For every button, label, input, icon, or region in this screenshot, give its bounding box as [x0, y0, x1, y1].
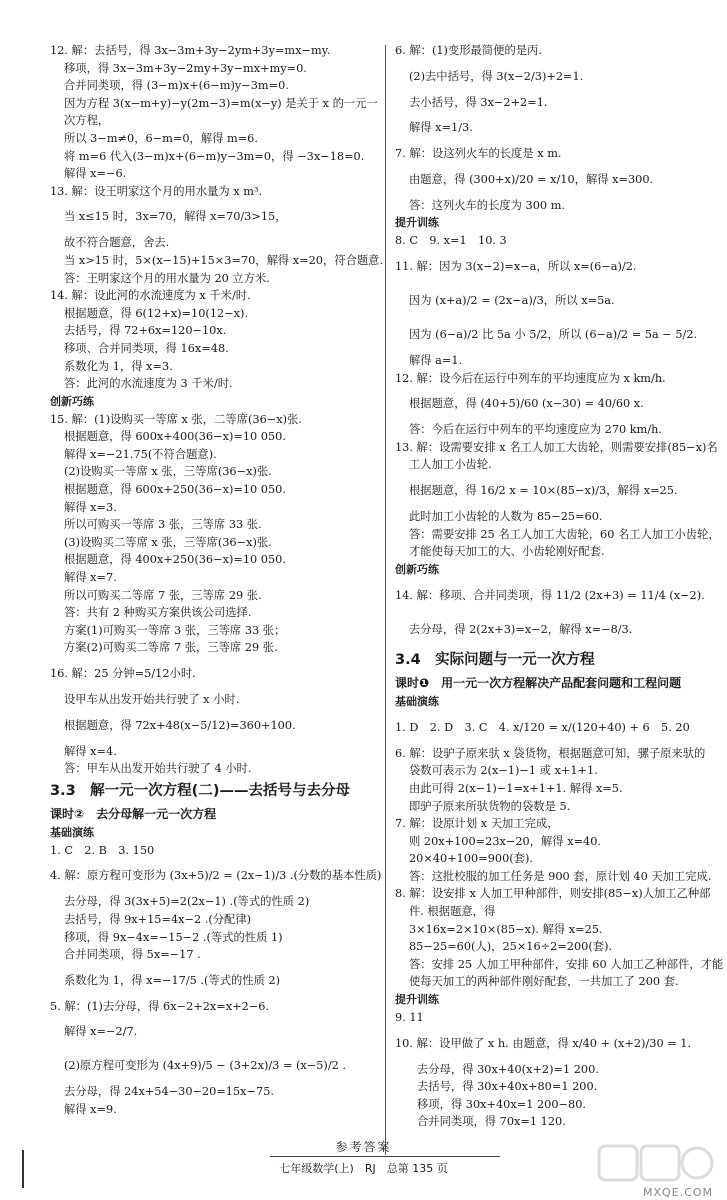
- answer-line: 3×16x=2×10×(85−x). 解得 x=25.: [409, 922, 603, 936]
- answer-line: 由此可得 2(x−1)−1=x+1+1. 解得 x=5.: [409, 781, 623, 795]
- answer-line: 答：王明家这个月的用水量为 20 立方米.: [64, 271, 270, 285]
- answer-line: 因为 (x+a)/2 = (2x−a)/3，所以 x=5a.: [409, 293, 615, 307]
- answer-line: 去小括号，得 3x−2+2=1.: [409, 95, 548, 109]
- answer-line: 13. 解：设需要安排 x 名工人加工大齿轮，则需要安排(85−x)名: [395, 440, 718, 454]
- answer-line: 袋数可表示为 2(x−1)−1 或 x+1+1.: [409, 764, 598, 778]
- answer-line: 根据题意，得 400x+250(36−x)=10 050.: [64, 553, 286, 567]
- answer-line: 答：安排 25 人加工甲种部件，安排 60 人加工乙种部件，才能: [409, 957, 724, 971]
- section-heading: 创新巧练: [395, 562, 439, 576]
- answer-line: 12. 解：设今后在运行中列车的平均速度应为 x km/h.: [395, 371, 666, 385]
- section-heading: 基础演练: [395, 694, 439, 708]
- answer-line: 解得 a=1.: [409, 353, 463, 367]
- answer-line: 解得 x=1/3.: [409, 121, 473, 135]
- lesson-heading: 课时❶ 用一元一次方程解决产品配套问题和工程问题: [395, 675, 682, 690]
- answer-line: 7. 解：设这列火车的长度是 x m.: [395, 147, 562, 161]
- answer-line: 系数化为 1，得 x=3.: [64, 359, 173, 373]
- answer-line: 所以可购买一等席 3 张，三等席 33 张.: [64, 518, 262, 532]
- answer-line: (2)设购买一等席 x 张，三等席(36−x)张.: [64, 465, 272, 479]
- answer-line: 答：这列火车的长度为 300 m.: [409, 198, 566, 212]
- answer-line: 根据题意，得 16/2 x = 10×(85−x)/3，解得 x=25.: [409, 483, 678, 497]
- answer-line: 9. 11: [395, 1011, 424, 1025]
- answer-line: 方案(1)可购买一等席 3 张，三等席 33 张；: [64, 623, 286, 637]
- answer-line: 合并同类项，得 70x=1 120.: [417, 1115, 566, 1129]
- section-heading: 提升训练: [395, 216, 439, 230]
- right-column: [395, 42, 724, 1131]
- answer-line: 系数化为 1，得 x=−17/5 .(等式的性质 2): [64, 973, 281, 987]
- watermark-text: MXQE.COM: [643, 1186, 713, 1199]
- answer-line: 根据题意，得 72x+48(x−5/12)=360+100.: [64, 718, 296, 732]
- answer-line: 根据题意，得 600x+250(36−x)=10 050.: [64, 483, 286, 497]
- answer-line: 去括号，得 72+6x=120−10x.: [64, 324, 227, 338]
- section-heading: 提升训练: [395, 993, 439, 1007]
- answer-line: 1. D 2. D 3. C 4. x/120 = x/(120+40) + 6 5. 20: [395, 720, 690, 734]
- answer-line: 件. 根据题意，得: [409, 905, 496, 919]
- answer-line: 设甲车从出发开始共行驶了 x 小时.: [64, 693, 240, 706]
- answer-line: 因为 (6−a)/2 比 5a 小 5/2，所以 (6−a)/2 = 5a − 5/2.: [409, 327, 698, 341]
- answer-line: 10. 解：设甲做了 x h. 由题意，得 x/40 + (x+2)/30 = 1.: [395, 1036, 692, 1050]
- answer-line: 答：这批校服的加工任务是 900 套，原计划 40 天加工完成.: [409, 869, 712, 883]
- answer-line: 当 x≤15 时，3x=70，解得 x=70/3>15，: [64, 210, 287, 224]
- answer-line: 答：甲车从出发开始共行驶了 4 小时.: [64, 762, 252, 776]
- answer-line: 解得 x=9.: [64, 1102, 117, 1116]
- answer-line: 解得 x=−21.75(不符合题意).: [64, 447, 217, 461]
- answer-line: 此时加工小齿轮的人数为 85−25=60.: [409, 509, 603, 523]
- answer-line: 由题意，得 (300+x)/20 = x/10，解得 x=300.: [409, 172, 654, 186]
- answer-line: 8. C 9. x=1 10. 3: [395, 234, 507, 248]
- answer-line: 15. 解：(1)设购买一等席 x 张，二等席(36−x)张.: [50, 412, 302, 426]
- answer-line: 合并同类项，得 (3−m)x+(6−m)y−3m=0.: [64, 79, 289, 93]
- answer-line: 工人加工小齿轮.: [409, 458, 492, 472]
- answer-line: 移项，得 3x−3m+3y−2my+3y−mx+my=0.: [64, 61, 307, 75]
- answer-line: 14. 解：设此河的水流速度为 x 千米/时.: [50, 289, 251, 303]
- answer-line: 所以可购买二等席 7 张，三等席 29 张.: [64, 588, 262, 602]
- answer-line: 20×40+100=900(套).: [409, 852, 533, 866]
- answer-line: 根据题意，得 6(12+x)=10(12−x).: [64, 306, 249, 320]
- answer-line: 解得 x=4.: [64, 744, 117, 758]
- answer-line: 16. 解：25 分钟=5/12小时.: [50, 667, 196, 680]
- lesson-heading: 课时② 去分母解一元一次方程: [50, 806, 217, 821]
- answer-line: 解得 x=−6.: [64, 167, 127, 181]
- section-heading: 基础演练: [50, 825, 94, 839]
- answer-line: 13. 解：设王明家这个月的用水量为 x m³.: [50, 184, 263, 198]
- answer-line: 6. 解：设驴子原来驮 x 袋货物，根据题意可知，骡子原来驮的: [395, 746, 706, 760]
- answer-line: (2)原方程可变形为 (4x+9)/5 − (3+2x)/3 = (x−5)/2 .: [64, 1059, 347, 1073]
- answer-line: 所以 3−m≠0，6−m=0，解得 m=6.: [64, 131, 258, 145]
- answer-line: 去括号，得 30x+40x+80=1 200.: [417, 1080, 598, 1094]
- answer-line: 5. 解：(1)去分母，得 6x−2+2x=x+2−6.: [50, 999, 270, 1013]
- answer-line: 移项，得 30x+40x=1 200−80.: [417, 1097, 586, 1111]
- column-divider: [385, 45, 386, 1155]
- answer-line: 次方程，: [64, 114, 110, 128]
- answer-line: 则 20x+100=23x−20，解得 x=40.: [409, 834, 601, 848]
- answer-line: 移项、合并同类项，得 16x=48.: [64, 341, 229, 355]
- answer-line: 7. 解：设原计划 x 天加工完成，: [395, 817, 559, 831]
- answer-line: 使每天加工的两种部件刚好配套，一共加工了 200 套.: [409, 975, 679, 989]
- left-column: [50, 42, 384, 1119]
- answer-line: (2)去中括号，得 3(x−2/3)+2=1.: [409, 69, 584, 83]
- answer-line: 答：今后在运行中列车的平均速度应为 270 km/h.: [409, 423, 663, 437]
- chapter-heading: 3.3 解一元一次方程(二)——去括号与去分母: [50, 782, 350, 799]
- answer-line: 去分母，得 24x+54−30−20=15x−75.: [64, 1085, 274, 1099]
- answer-line: 将 m=6 代入(3−m)x+(6−m)y−3m=0，得 −3x−18=0.: [64, 149, 365, 163]
- answer-line: 4. 解：原方程可变形为 (3x+5)/2 = (2x−1)/3 .(分数的基本性质): [50, 869, 382, 883]
- answer-line: 解得 x=7.: [64, 571, 117, 585]
- answer-line: 85−25=60(人)，25×16÷2=200(套).: [409, 940, 613, 954]
- answer-line: 才能使每天加工的大、小齿轮刚好配套.: [409, 545, 605, 559]
- answer-line: 即驴子原来所驮货物的袋数是 5.: [409, 799, 571, 813]
- answer-line: 根据题意，得 600x+400(36−x)=10 050.: [64, 430, 286, 444]
- answer-line: 去分母，得 30x+40(x+2)=1 200.: [417, 1062, 599, 1076]
- answer-line: 答：需要安排 25 名工人加工大齿轮，60 名工人加工小齿轮，: [409, 527, 720, 541]
- answer-line: 合并同类项，得 5x=−17 .: [64, 948, 201, 962]
- answer-line: 去括号，得 9x+15=4x−2 .(分配律): [64, 912, 252, 926]
- answer-line: 移项，得 9x−4x=−15−2 .(等式的性质 1): [64, 930, 283, 944]
- section-heading: 创新巧练: [50, 394, 94, 408]
- answer-line: 解得 x=3.: [64, 500, 117, 514]
- answer-line: 1. C 2. B 3. 150: [50, 843, 155, 857]
- answer-line: (3)设购买二等席 x 张，三等席(36−x)张.: [64, 535, 272, 549]
- answer-line: 12. 解：去括号，得 3x−3m+3y−2ym+3y=mx−my.: [50, 44, 331, 57]
- answer-line: 14. 解：移项、合并同类项，得 11/2 (2x+3) = 11/4 (x−2).: [395, 588, 705, 602]
- answer-line: 根据题意，得 (40+5)/60 (x−30) = 40/60 x.: [409, 397, 644, 411]
- chapter-heading: 3.4 实际问题与一元一次方程: [395, 651, 595, 668]
- answer-line: 答：此河的水流速度为 3 千米/时.: [64, 377, 233, 391]
- answer-line: 因为方程 3(x−m+y)−y(2m−3)=m(x−y) 是关于 x 的一元一: [64, 96, 378, 110]
- answer-line: 解得 x=−2/7.: [64, 1025, 138, 1039]
- answer-line: 当 x>15 时，5×(x−15)+15×3=70，解得 x=20，符合题意.: [64, 253, 384, 267]
- answer-line: 去分母，得 2(2x+3)=x−2，解得 x=−8/3.: [409, 622, 633, 636]
- footer-title: 参考答案: [335, 1140, 392, 1154]
- answer-line: 答：共有 2 种购买方案供该公司选择.: [64, 606, 252, 620]
- answer-line: 11. 解：因为 3(x−2)=x−a，所以 x=(6−a)/2.: [395, 259, 637, 273]
- answer-line: 8. 解：设安排 x 人加工甲种部件，则安排(85−x)人加工乙种部: [395, 887, 711, 901]
- answer-line: 方案(2)可购买二等席 7 张，三等席 29 张.: [64, 641, 278, 655]
- answer-line: 去分母，得 3(3x+5)=2(2x−1) .(等式的性质 2): [64, 895, 310, 909]
- footer-page-info: 七年级数学(上) RJ 总第 135 页: [279, 1162, 448, 1175]
- answer-line: 故不符合题意，舍去.: [64, 236, 170, 250]
- answer-line: 6. 解：(1)变形最简便的是丙.: [395, 44, 542, 57]
- footer-rule: [270, 1156, 500, 1157]
